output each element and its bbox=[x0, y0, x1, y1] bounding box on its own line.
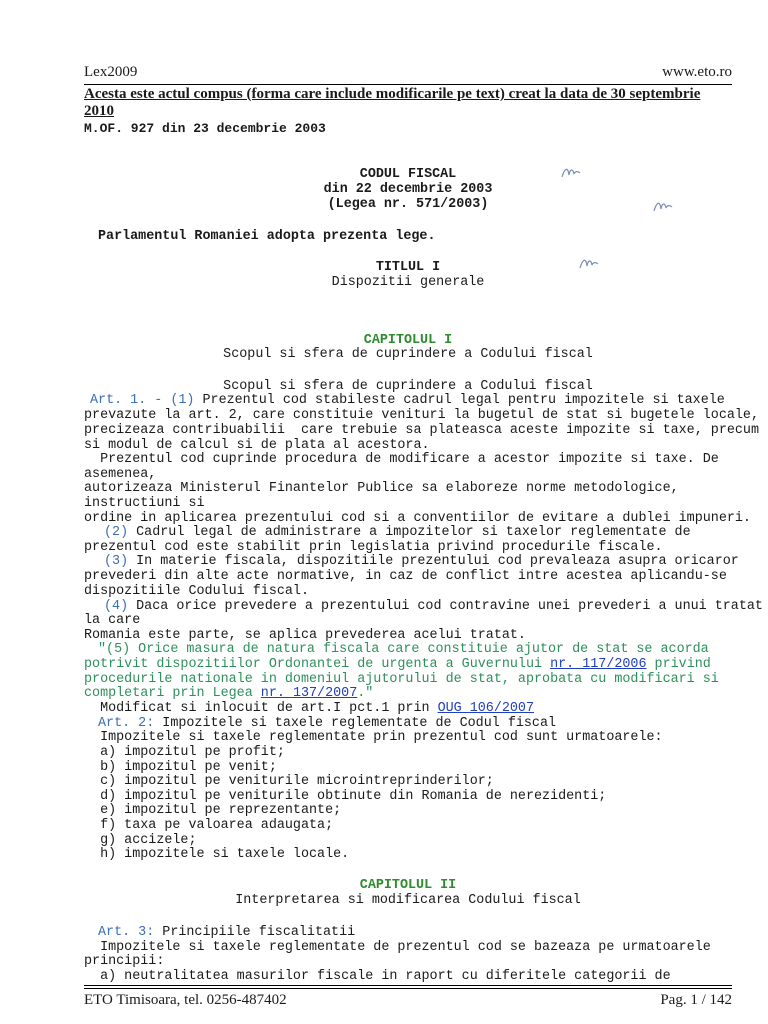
art1-para5-line4: completari prin Legea nr. 137/2007." bbox=[84, 686, 374, 701]
chapter-1-heading: CAPITOLUL I bbox=[363, 333, 453, 348]
text-line: prevazute la art. 2, care constituie venituri la bugetul de stat si bugetele locale, bbox=[84, 408, 759, 423]
list-item: a) impozitul pe profit; bbox=[84, 745, 285, 760]
art1-para4: (4) Daca orice prevedere a prezentului cod contravine unei prevederi a unui tratat bbox=[104, 599, 763, 614]
titlul-subtitle: Dispozitii generale bbox=[331, 275, 485, 290]
header-left: Lex2009 bbox=[84, 64, 138, 80]
art3-heading: Art. 3: Principiile fiscalitatii bbox=[98, 925, 356, 940]
mof-reference: M.OF. 927 din 23 decembrie 2003 bbox=[84, 121, 326, 136]
signature-icon bbox=[652, 198, 674, 214]
art1-para2: (2) Cadrul legal de administrare a impozitelor si taxelor reglementate de bbox=[104, 525, 691, 540]
chapter-1-subtitle: Scopul si sfera de cuprindere a Codului fiscal bbox=[223, 347, 593, 362]
code-title: CODUL FISCAL bbox=[359, 167, 457, 182]
text-line: la care bbox=[84, 613, 141, 628]
law-link[interactable]: nr. 117/2006 bbox=[550, 657, 647, 672]
chapter-2-heading: CAPITOLUL II bbox=[359, 878, 457, 893]
list-item: f) taxa pe valoarea adaugata; bbox=[84, 818, 334, 833]
modification-note: Modificat si inlocuit de art.I pct.1 prin OUG 106/2007 bbox=[84, 701, 535, 716]
list-item: h) impozitele si taxele locale. bbox=[84, 847, 350, 862]
text-line: instructiuni si bbox=[84, 496, 205, 511]
text-line: a) neutralitatea masurilor fiscale in raport cu diferitele categorii de bbox=[84, 969, 671, 984]
text-line: ordine in aplicarea prezentului cod si a conventiilor de evitare a dublei impuneri. bbox=[84, 511, 751, 526]
art1-first-line: Art. 1. - (1) Prezentul cod stabileste cadrul legal pentru impozitele si taxele bbox=[90, 393, 725, 408]
text-line: dispozitiile Codului fiscal. bbox=[84, 584, 309, 599]
footer-rule bbox=[84, 988, 732, 989]
text-line: Romania este parte, se aplica prevederea acelui tratat. bbox=[84, 628, 526, 643]
chapter-2-subtitle: Interpretarea si modificarea Codului fiscal bbox=[235, 893, 581, 908]
adoption-statement: Parlamentul Romaniei adopta prezenta lege. bbox=[98, 229, 436, 244]
text-line: principii: bbox=[84, 954, 165, 969]
art1-para3: (3) In materie fiscala, dispozitiile prezentului cod prevaleaza asupra oricaror bbox=[104, 554, 739, 569]
text-line: Prezentul cod cuprinde procedura de modificare a acestor impozite si taxe. De bbox=[84, 452, 719, 467]
text-line: autorizeaza Ministerul Finantelor Publice sa elaboreze norme metodologice, bbox=[84, 481, 679, 496]
footer-rule bbox=[84, 985, 732, 986]
header-rule bbox=[84, 84, 732, 85]
list-item: d) impozitul pe veniturile obtinute din Romania de nerezidenti; bbox=[84, 789, 607, 804]
art1-label: Art. 1. - (1) bbox=[90, 393, 195, 408]
signature-icon bbox=[578, 255, 600, 271]
list-item: b) impozitul pe venit; bbox=[84, 760, 277, 775]
titlul-heading: TITLUL I bbox=[375, 260, 441, 275]
art1-para5-line2: potrivit dispozitiilor Ordonantei de urgenta a Guvernului nr. 117/2006 privind bbox=[84, 657, 711, 672]
code-law: (Legea nr. 571/2003) bbox=[327, 197, 489, 212]
text-line: asemenea, bbox=[84, 467, 157, 482]
header-right: www.eto.ro bbox=[662, 64, 732, 80]
text-line: prezentul cod este stabilit prin legislatia privind procedurile fiscale. bbox=[84, 540, 663, 555]
art1-para5: "(5) Orice masura de natura fiscala care constituie ajutor de stat se acorda bbox=[98, 642, 709, 657]
page-number: Pag. 1 / 142 bbox=[660, 992, 732, 1008]
text-line: procedurile nationale in domeniul ajutorului de stat, aprobata cu modificari si bbox=[84, 672, 719, 687]
consolidation-banner: Acesta este actul compus (forma care include modificarile pe text) creat la data de 30 septembrie 2010 bbox=[84, 86, 701, 119]
text-line: prevederi din alte acte normative, in caz de conflict intre acestea aplicandu-se bbox=[84, 569, 727, 584]
list-item: e) impozitul pe reprezentante; bbox=[84, 803, 342, 818]
oug-link[interactable]: OUG 106/2007 bbox=[437, 701, 535, 716]
art2-intro: Impozitele si taxele reglementate prin prezentul cod sunt urmatoarele: bbox=[84, 730, 663, 745]
list-item: g) accizele; bbox=[84, 833, 197, 848]
text-line: Impozitele si taxele reglementate de prezentul cod se bazeaza pe urmatoarele bbox=[84, 940, 711, 955]
text-line: si modul de calcul si de plata al acestora. bbox=[84, 438, 430, 453]
signature-icon bbox=[560, 164, 582, 180]
art1-title: Scopul si sfera de cuprindere a Codului fiscal bbox=[223, 379, 593, 394]
code-date: din 22 decembrie 2003 bbox=[323, 182, 493, 197]
footer-left: ETO Timisoara, tel. 0256-487402 bbox=[84, 992, 287, 1008]
list-item: c) impozitul pe veniturile microintreprinderilor; bbox=[84, 774, 494, 789]
text-line: precizeaza contribuabilii care trebuie sa plateasca aceste impozite si taxe, precum bbox=[84, 423, 759, 438]
law-link[interactable]: nr. 137/2007 bbox=[260, 686, 358, 701]
art2-heading: Art. 2: Impozitele si taxele reglementate de Codul fiscal bbox=[98, 716, 557, 731]
